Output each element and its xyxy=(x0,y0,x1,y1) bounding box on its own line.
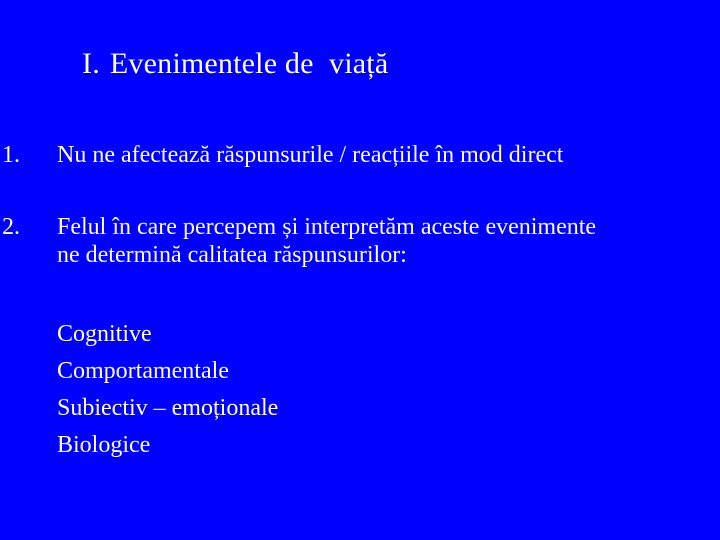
list-item-number: 1. xyxy=(2,142,20,168)
list-item-line: Felul în care percepem și interpretăm aceste evenimente xyxy=(57,214,597,240)
slide-title xyxy=(82,47,388,82)
list-item-line: Nu ne afectează răspunsurile / reacțiile în mod direct xyxy=(57,142,564,168)
list-item-text xyxy=(57,141,710,169)
list-item-line: ne determină calitatea răspunsurilor: xyxy=(57,242,407,268)
sub-item-emotional: Subiectiv – emoționale xyxy=(57,395,279,421)
list-item-number: 2. xyxy=(2,214,20,240)
title-text: Evenimentele de viață xyxy=(109,47,389,80)
sub-item-cognitive: Cognitive xyxy=(57,321,152,347)
title-number: I. xyxy=(82,47,100,80)
sub-item-biological: Biologice xyxy=(57,432,151,458)
response-types-list xyxy=(57,316,278,464)
sub-item-behavioral: Comportamentale xyxy=(57,358,229,384)
list-item-text xyxy=(57,213,710,269)
